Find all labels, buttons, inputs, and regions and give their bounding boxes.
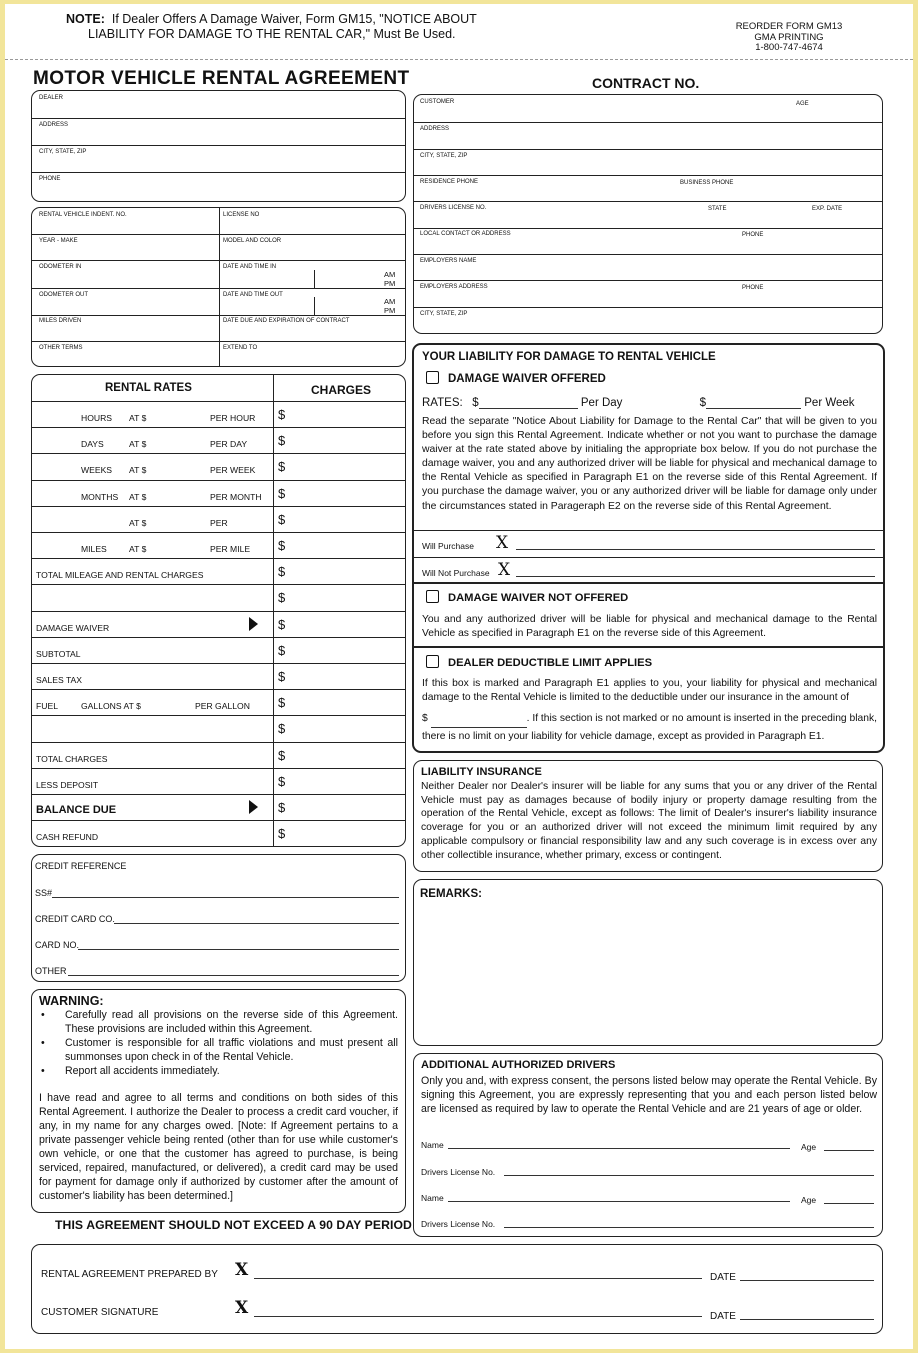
insurance-title: LIABILITY INSURANCE <box>421 766 542 778</box>
rental-rates-box <box>31 374 406 847</box>
prepared-by-x: X <box>235 1260 249 1280</box>
charge-dollar-14: $ <box>278 773 286 789</box>
subtotal-label: SUBTOTAL <box>36 648 81 659</box>
additional-drivers-box <box>413 1053 883 1237</box>
driver2-license-line[interactable] <box>504 1227 874 1228</box>
balance-due-label: BALANCE DUE <box>36 804 117 816</box>
other-terms-label: OTHER TERMS <box>39 345 83 351</box>
prepared-date-label: DATE <box>710 1272 736 1283</box>
customer-date-line[interactable] <box>740 1319 874 1320</box>
not-offered-text: You and any authorized driver will be liable for physical and mechanical damage to the Rental Vehicle as specified in Paragraph E1 on the reverse side of this Agreement. <box>422 614 877 640</box>
dealer-phone-label: PHONE <box>39 176 61 182</box>
will-purchase-x: X <box>496 533 509 553</box>
vehicle-box <box>31 207 406 367</box>
notice-text-1: If Dealer Offers A Damage Waiver, Form GM15, "NOTICE ABOUT <box>111 12 477 26</box>
rental-rates-header: RENTAL RATES <box>105 382 192 394</box>
date-due-label: DATE DUE AND EXPIRATION OF CONTRACT <box>223 318 350 324</box>
rate-2-label: WEEKS <box>81 465 113 476</box>
liability-title: YOUR LIABILITY FOR DAMAGE TO RENTAL VEHICLE <box>422 351 716 363</box>
vehicle-ident-label: RENTAL VEHICLE INDENT. NO. <box>39 212 127 218</box>
will-not-purchase-label: Will Not Purchase <box>422 568 490 578</box>
prepared-by-line[interactable] <box>254 1278 702 1279</box>
customer-address-label: ADDRESS <box>420 126 450 132</box>
charge-dollar-15: $ <box>278 800 286 815</box>
warning-title: WARNING: <box>39 994 104 1008</box>
warning-bullet-2: • Customer is responsible for all traffic violations and must present all summonses upon check in of the Rental Vehicle. <box>39 1036 398 1064</box>
residence-phone-label: RESIDENCE PHONE <box>420 179 479 185</box>
charges-header: CHARGES <box>311 383 372 397</box>
remarks-label: REMARKS: <box>420 888 482 900</box>
rate-1-per: PER DAY <box>210 439 248 450</box>
customer-date-label: DATE <box>710 1311 736 1322</box>
ninety-day-notice: THIS AGREEMENT SHOULD NOT EXCEED A 90 DAY PERIOD <box>55 1218 412 1232</box>
fuel-label: FUEL <box>36 701 58 712</box>
employer-name-label: EMPLOYERS NAME <box>420 258 477 264</box>
charge-dollar-8: $ <box>278 616 286 632</box>
dealer-label: DEALER <box>39 95 64 101</box>
top-notice <box>66 12 477 42</box>
rate-5-per: PER MILE <box>210 544 251 554</box>
driver2-name-label: Name <box>421 1193 444 1203</box>
card-no-label: CARD NO. <box>35 940 80 950</box>
deductible-text-2: $ . If this section is not marked or no amount is inserted in the preceding blank, there is no limit on your liability for vehicle damage, except as provided in Paragraph E1. <box>422 713 877 742</box>
warning-bullet-1: • Carefully read all provisions on the reverse side of this Agreement. These provisions are included within this Agreement. <box>39 1008 398 1036</box>
rate-4-per: PER <box>210 517 228 528</box>
date-time-in-label: DATE AND TIME IN <box>223 264 277 270</box>
perforation-line <box>5 59 913 60</box>
vehicle-license-label: LICENSE NO <box>223 212 260 218</box>
warning-box <box>31 989 406 1213</box>
charge-dollar-6: $ <box>278 564 286 580</box>
rate-2-per: PER WEEK <box>210 465 256 476</box>
local-phone-label: PHONE <box>742 232 764 238</box>
will-purchase-line[interactable] <box>516 549 875 550</box>
insurance-box <box>413 760 883 872</box>
dealer-box <box>31 90 406 202</box>
total-charges-label: TOTAL CHARGES <box>36 753 108 764</box>
employer-phone-label: PHONE <box>742 285 764 291</box>
additional-drivers-text: Only you and, with express consent, the persons listed below may operate the Rental Vehicle. By signing this Agreement, you are expressly representing that you and each person listed below are licensed as required by law to operate the Rental Vehicle and are 21 years of age or older. <box>421 1075 877 1116</box>
vehicle-year-label: YEAR - MAKE <box>39 238 78 244</box>
extend-to-label: EXTEND TO <box>223 345 258 351</box>
damage-waiver-offered-checkbox[interactable] <box>426 371 439 384</box>
contract-no-label: CONTRACT NO. <box>592 75 700 91</box>
charge-dollar-7: $ <box>278 590 286 606</box>
rate-3-per: PER MONTH <box>210 491 262 502</box>
damage-waiver-offered: DAMAGE WAIVER OFFERED <box>426 371 606 385</box>
damage-waiver-label: DAMAGE WAIVER <box>36 622 110 633</box>
driver1-age-label: Age <box>801 1142 817 1152</box>
notice-text-2: LIABILITY FOR DAMAGE TO THE RENTAL CAR," Must Be Used. <box>88 27 456 41</box>
charge-dollar-0: $ <box>278 407 286 422</box>
other-label: OTHER <box>35 966 67 976</box>
charge-dollar-4: $ <box>278 511 286 527</box>
less-deposit-label: LESS DEPOSIT <box>36 779 99 790</box>
agreement-text: I have read and agree to all terms and conditions on both sides of this Rental Agreement. I authorize the Dealer to process a credit card voucher, if any, in my name for any charges owed. [Note: If Agreement pertains to a private passenger vehicle being rented (other than for use while customer's own vehicle, or one that the customer has agreed to purchase, is being serviced, repaired, manufactured, or delivered), a credit card may be used for payment for damage only if authorized by customer after the amount of customer's liability has been determined.] <box>39 1092 398 1202</box>
damage-waiver-arrow-icon <box>249 617 258 631</box>
driver2-name-line[interactable] <box>448 1201 790 1202</box>
deductible-limit: DEALER DEDUCTIBLE LIMIT APPLIES <box>426 655 652 669</box>
vehicle-model-label: MODEL AND COLOR <box>223 238 282 244</box>
odometer-in-label: ODOMETER IN <box>39 264 82 270</box>
warning-bullet-3: • Report all accidents immediately. <box>39 1064 398 1078</box>
will-purchase-label: Will Purchase <box>422 541 474 551</box>
will-not-purchase-x: X <box>498 560 511 580</box>
deductible-text: If this box is marked and Paragraph E1 applies to you, your liability for physical and mechanical damage to the Rental Vehicle is limited to the deductible under our insurance in the amount of <box>422 678 877 704</box>
remarks-box <box>413 879 883 1046</box>
customer-age-label: AGE <box>796 101 809 107</box>
not-offered-checkbox[interactable] <box>426 590 439 603</box>
total-mileage-label: TOTAL MILEAGE AND RENTAL CHARGES <box>36 570 204 581</box>
insurance-text: Neither Dealer nor Dealer's insurer will be liable for any sums that you or any driver of the Rental Vehicle must pay as damages because of bodily injury or property damage resulting from the operation of the Rental Vehicle, except as follows: The limit of Dealer's insurer's liability insurance coverage for you or an authorized driver will not exceed the minimum limit required by any applicable compulsory or financial responsibility law and any such coverage is in excess over any other collectible insurance, whether primary, excess or contingent. <box>421 781 877 861</box>
driver2-license-label: Drivers License No. <box>421 1219 496 1229</box>
charge-dollar-12: $ <box>278 721 286 737</box>
charge-dollar-9: $ <box>278 642 286 658</box>
customer-signature-line[interactable] <box>254 1316 702 1317</box>
charge-dollar-16: $ <box>278 826 286 842</box>
employer-address-label: EMPLOYERS ADDRESS <box>420 284 488 290</box>
rate-2-at: AT $ <box>129 465 147 476</box>
credit-reference-box <box>31 854 406 982</box>
driver1-name-line[interactable] <box>448 1148 790 1149</box>
credit-card-co-label: CREDIT CARD CO. <box>35 914 115 924</box>
local-contact-label: LOCAL CONTACT OR ADDRESS <box>420 231 511 237</box>
rate-3-at: AT $ <box>129 491 147 502</box>
customer-box <box>413 94 883 334</box>
driver2-age-line[interactable] <box>824 1203 874 1204</box>
reorder-line-3: 1-800-747-4674 <box>755 42 823 53</box>
drivers-license-label: DRIVERS LICENSE NO. <box>420 205 487 211</box>
customer-signature-x: X <box>235 1298 249 1318</box>
charge-dollar-5: $ <box>278 538 286 553</box>
customer-signature-label: CUSTOMER SIGNATURE <box>41 1307 159 1318</box>
charge-dollar-2: $ <box>278 459 286 475</box>
reorder-info <box>729 22 849 54</box>
ss-label: SS# <box>35 888 53 898</box>
rates-line: RATES: $ Per Day $ Per Week <box>422 397 855 409</box>
warning-list <box>39 1008 398 1078</box>
sales-tax-label: SALES TAX <box>36 675 83 685</box>
reorder-line-1: REORDER FORM GM13 <box>735 21 843 32</box>
customer-label: CUSTOMER <box>420 99 455 105</box>
miles-driven-label: MILES DRIVEN <box>39 318 82 324</box>
per-gallon-label: PER GALLON <box>195 701 250 712</box>
cash-refund-label: CASH REFUND <box>36 832 99 843</box>
signature-box <box>31 1244 883 1334</box>
charge-dollar-11: $ <box>278 695 286 711</box>
reorder-line-2: GMA PRINTING <box>754 31 824 43</box>
additional-drivers-title: ADDITIONAL AUTHORIZED DRIVERS <box>421 1059 616 1071</box>
rate-5-label: MILES <box>81 544 107 554</box>
am-pm-out: AM PM <box>384 297 396 315</box>
rate-1-at: AT $ <box>129 439 147 450</box>
rate-3-label: MONTHS <box>81 491 119 502</box>
customer-city-label: CITY, STATE, ZIP <box>420 153 468 159</box>
deductible-checkbox[interactable] <box>426 655 439 668</box>
charge-dollar-10: $ <box>278 669 286 684</box>
rental-agreement-form <box>5 4 913 1349</box>
rate-4-at: AT $ <box>129 517 147 528</box>
employer-city-label: CITY, STATE, ZIP <box>420 311 468 317</box>
charge-dollar-13: $ <box>278 747 286 763</box>
liability-paragraph: Read the separate "Notice About Liability for Damage to the Rental Car" that will be given to you before you sign this Rental Agreement. Indicate whether or not you want to purchase the damage waiver at the rate stated above by initialing the appropriate box below. If you do not purchase the damage waiver, you and any authorized driver will be liable for physical and mechanical damage to the Rental Vehicle as specified in Paragraph E1 on the reverse side of this Rental Agreement. If you purchase the damage waiver, you or any authorized driver will be liable for damage only under the circumstances stated in Parageraph E2 on the reverse side of this Rental Agreement. <box>422 416 877 512</box>
driver1-age-line[interactable] <box>824 1150 874 1151</box>
credit-reference-label: CREDIT REFERENCE <box>35 861 127 871</box>
driver1-license-line[interactable] <box>504 1175 874 1176</box>
rate-5-at: AT $ <box>129 544 147 554</box>
prepared-date-line[interactable] <box>740 1280 874 1281</box>
odometer-out-label: ODOMETER OUT <box>39 292 88 298</box>
dealer-address-label: ADDRESS <box>39 122 69 128</box>
rate-1-label: DAYS <box>81 439 104 450</box>
balance-due-arrow-icon <box>249 800 258 814</box>
notice-label: NOTE: <box>66 12 105 26</box>
date-time-out-label: DATE AND TIME OUT <box>223 292 283 298</box>
driver2-age-label: Age <box>801 1195 817 1205</box>
will-not-purchase-line[interactable] <box>516 576 875 577</box>
exp-date-label: EXP. DATE <box>812 206 843 212</box>
liability-box <box>412 343 885 753</box>
driver1-name-label: Name <box>421 1140 444 1150</box>
dealer-city-label: CITY, STATE, ZIP <box>39 149 87 155</box>
gallons-label: GALLONS AT $ <box>81 701 141 712</box>
prepared-by-label: RENTAL AGREEMENT PREPARED BY <box>41 1269 218 1280</box>
page-title: MOTOR VEHICLE RENTAL AGREEMENT <box>33 68 410 89</box>
charge-dollar-3: $ <box>278 485 286 501</box>
business-phone-label: BUSINESS PHONE <box>680 180 734 186</box>
rate-0-per: PER HOUR <box>210 413 256 423</box>
rate-0-label: HOURS <box>81 413 113 423</box>
damage-waiver-not-offered: DAMAGE WAIVER NOT OFFERED <box>426 590 628 604</box>
driver1-license-label: Drivers License No. <box>421 1167 496 1177</box>
rate-0-at: AT $ <box>129 413 147 423</box>
state-label: STATE <box>708 206 727 212</box>
charge-dollar-1: $ <box>278 433 286 449</box>
am-pm-in: AM PM <box>384 270 396 288</box>
